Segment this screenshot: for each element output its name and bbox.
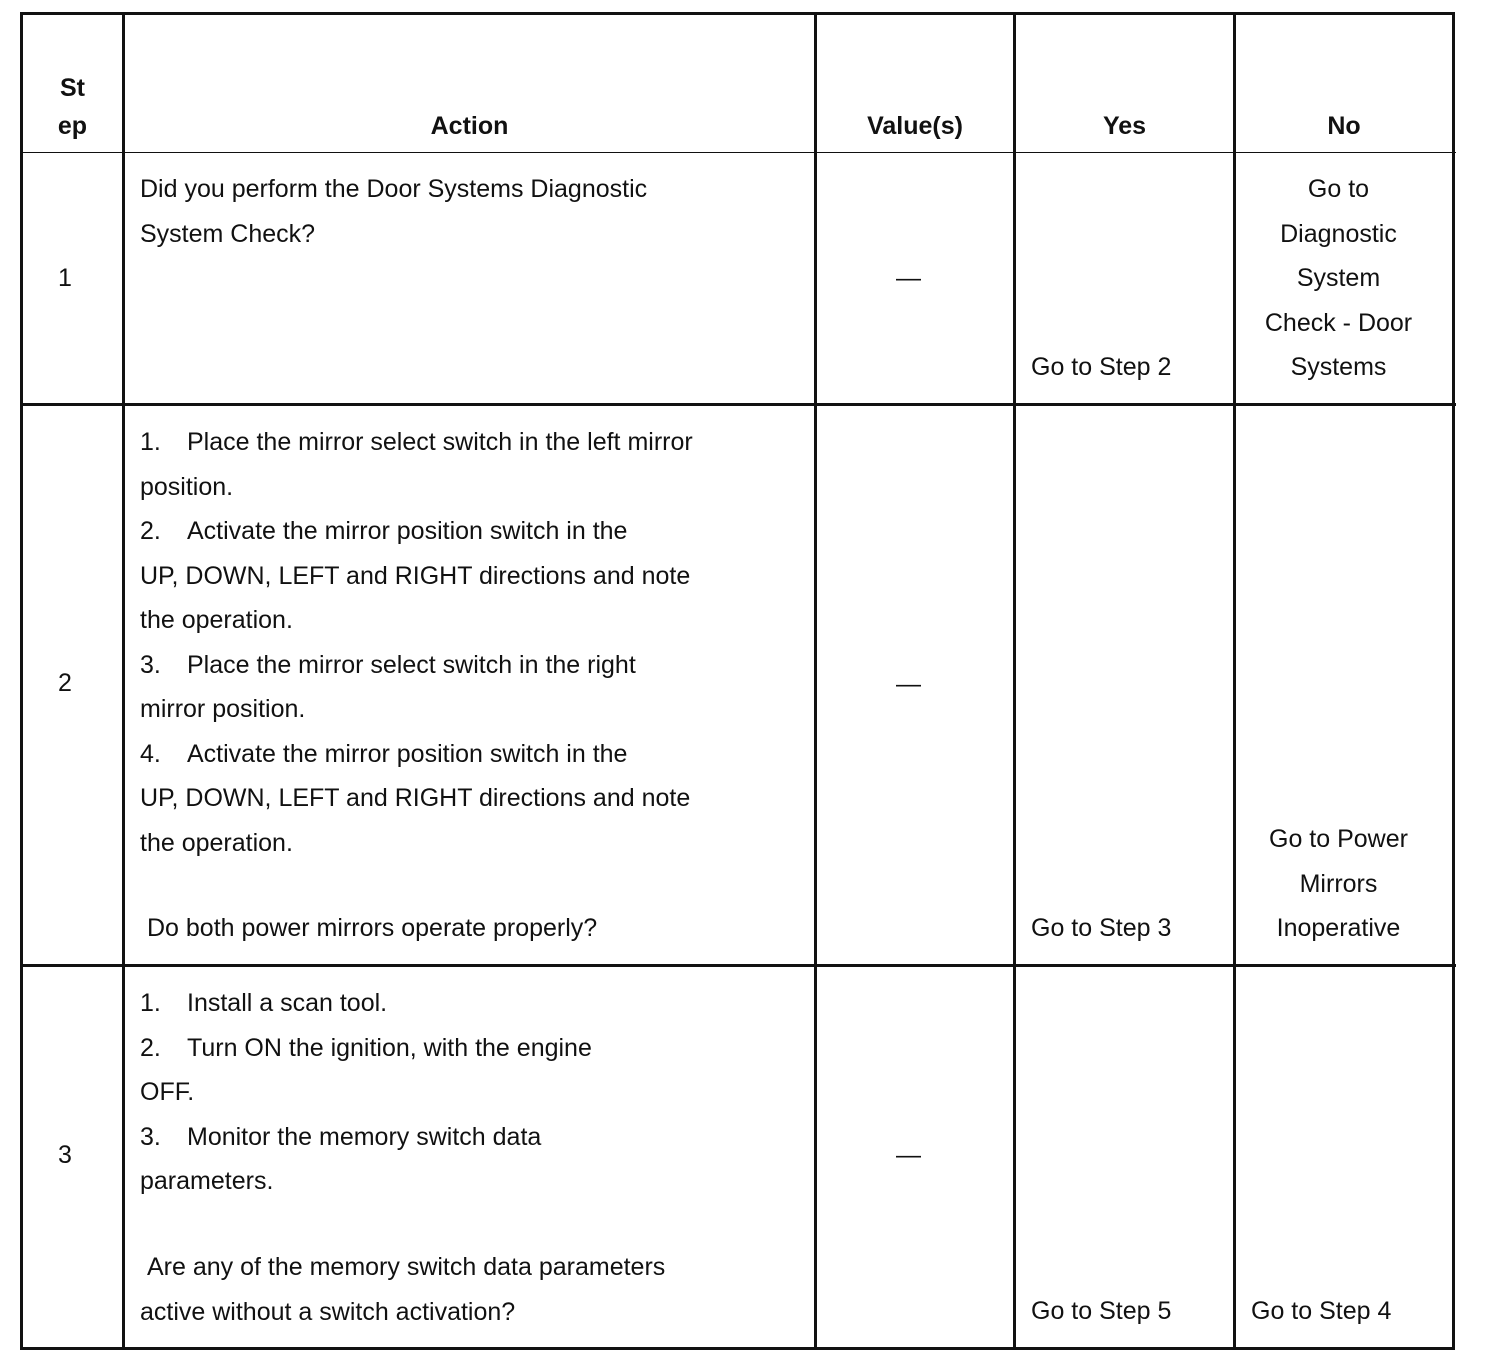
grid-line [20,12,1455,15]
value-cell: — [896,670,921,698]
yes-cell: Go to Step 2 [1031,353,1172,381]
action-item [140,981,592,1026]
action-text: Place the mirror select switch in the right [187,650,636,679]
action-text: UP, DOWN, LEFT and RIGHT directions and note [140,784,691,812]
header-yes: Yes [1102,112,1147,140]
action-item [140,732,693,777]
action-text: System Check? [140,219,316,248]
item-number: 3. [140,1122,161,1151]
no-text: Go to Power [1269,825,1408,853]
action-item [140,1115,592,1160]
grid-line [20,964,1456,967]
item-number: 1. [140,428,161,456]
action-cell [140,420,693,865]
step-number: 1 [58,264,72,292]
action-question: Do both power mirrors operate properly? [147,914,598,942]
action-text: UP, DOWN, LEFT and RIGHT directions and note [140,561,691,590]
action-text: Install a scan tool. [187,989,388,1017]
no-text: System [1296,264,1381,292]
action-cell [140,167,647,256]
no-text: Mirrors [1299,869,1378,898]
no-text: Systems [1290,353,1387,381]
action-text: OFF. [140,1078,195,1106]
action-text: active without a switch activation? [140,1297,516,1326]
grid-line [20,403,1456,406]
grid-line [122,12,125,1350]
action-cell [140,981,592,1204]
header-step [23,69,122,145]
no-cell [1236,167,1441,390]
action-text: Turn ON the ignition, with the engine [187,1033,592,1062]
action-text: Did you perform the Door Systems Diagnostic [140,175,648,203]
diagnostic-table [20,12,1456,1350]
header-step-line2: ep [57,112,88,140]
value-cell: — [896,264,921,292]
action-text: mirror position. [140,695,306,723]
no-text: Diagnostic [1280,219,1397,248]
yes-cell: Go to Step 5 [1031,1297,1172,1325]
action-text: position. [140,472,234,501]
action-item [140,420,693,465]
grid-line [20,152,1456,153]
action-question [140,1245,665,1334]
grid-line [1452,12,1455,1350]
item-number: 2. [140,1033,161,1062]
no-text: Check - Door [1264,308,1413,337]
no-text: Go to [1307,175,1370,203]
item-number: 4. [140,739,161,768]
yes-cell: Go to Step 3 [1031,914,1172,942]
action-item [140,509,693,554]
grid-line [1013,12,1016,1350]
action-text: Activate the mirror position switch in the [187,739,628,768]
action-text: parameters. [140,1167,274,1195]
no-text: Inoperative [1276,914,1401,942]
action-text: Are any of the memory switch data parameters [147,1253,666,1281]
action-item [140,643,693,688]
step-number: 3 [58,1141,72,1169]
action-text: Monitor the memory switch data [187,1122,542,1151]
action-text: Place the mirror select switch in the left mirror [187,428,693,456]
header-no: No [1327,112,1361,140]
step-number: 2 [58,669,72,697]
header-action: Action [430,112,509,140]
item-number: 2. [140,517,161,545]
no-cell [1236,817,1441,951]
value-cell: — [896,1141,921,1169]
no-cell: Go to Step 4 [1251,1297,1392,1325]
action-text: Activate the mirror position switch in the [187,517,628,545]
header-values: Value(s) [867,112,963,140]
grid-line [20,1347,1455,1350]
action-item [140,1026,592,1071]
header-step-line1: St [60,74,85,102]
item-number: 3. [140,650,161,679]
item-number: 1. [140,989,161,1017]
action-text: the operation. [140,606,293,634]
action-text: the operation. [140,828,293,857]
